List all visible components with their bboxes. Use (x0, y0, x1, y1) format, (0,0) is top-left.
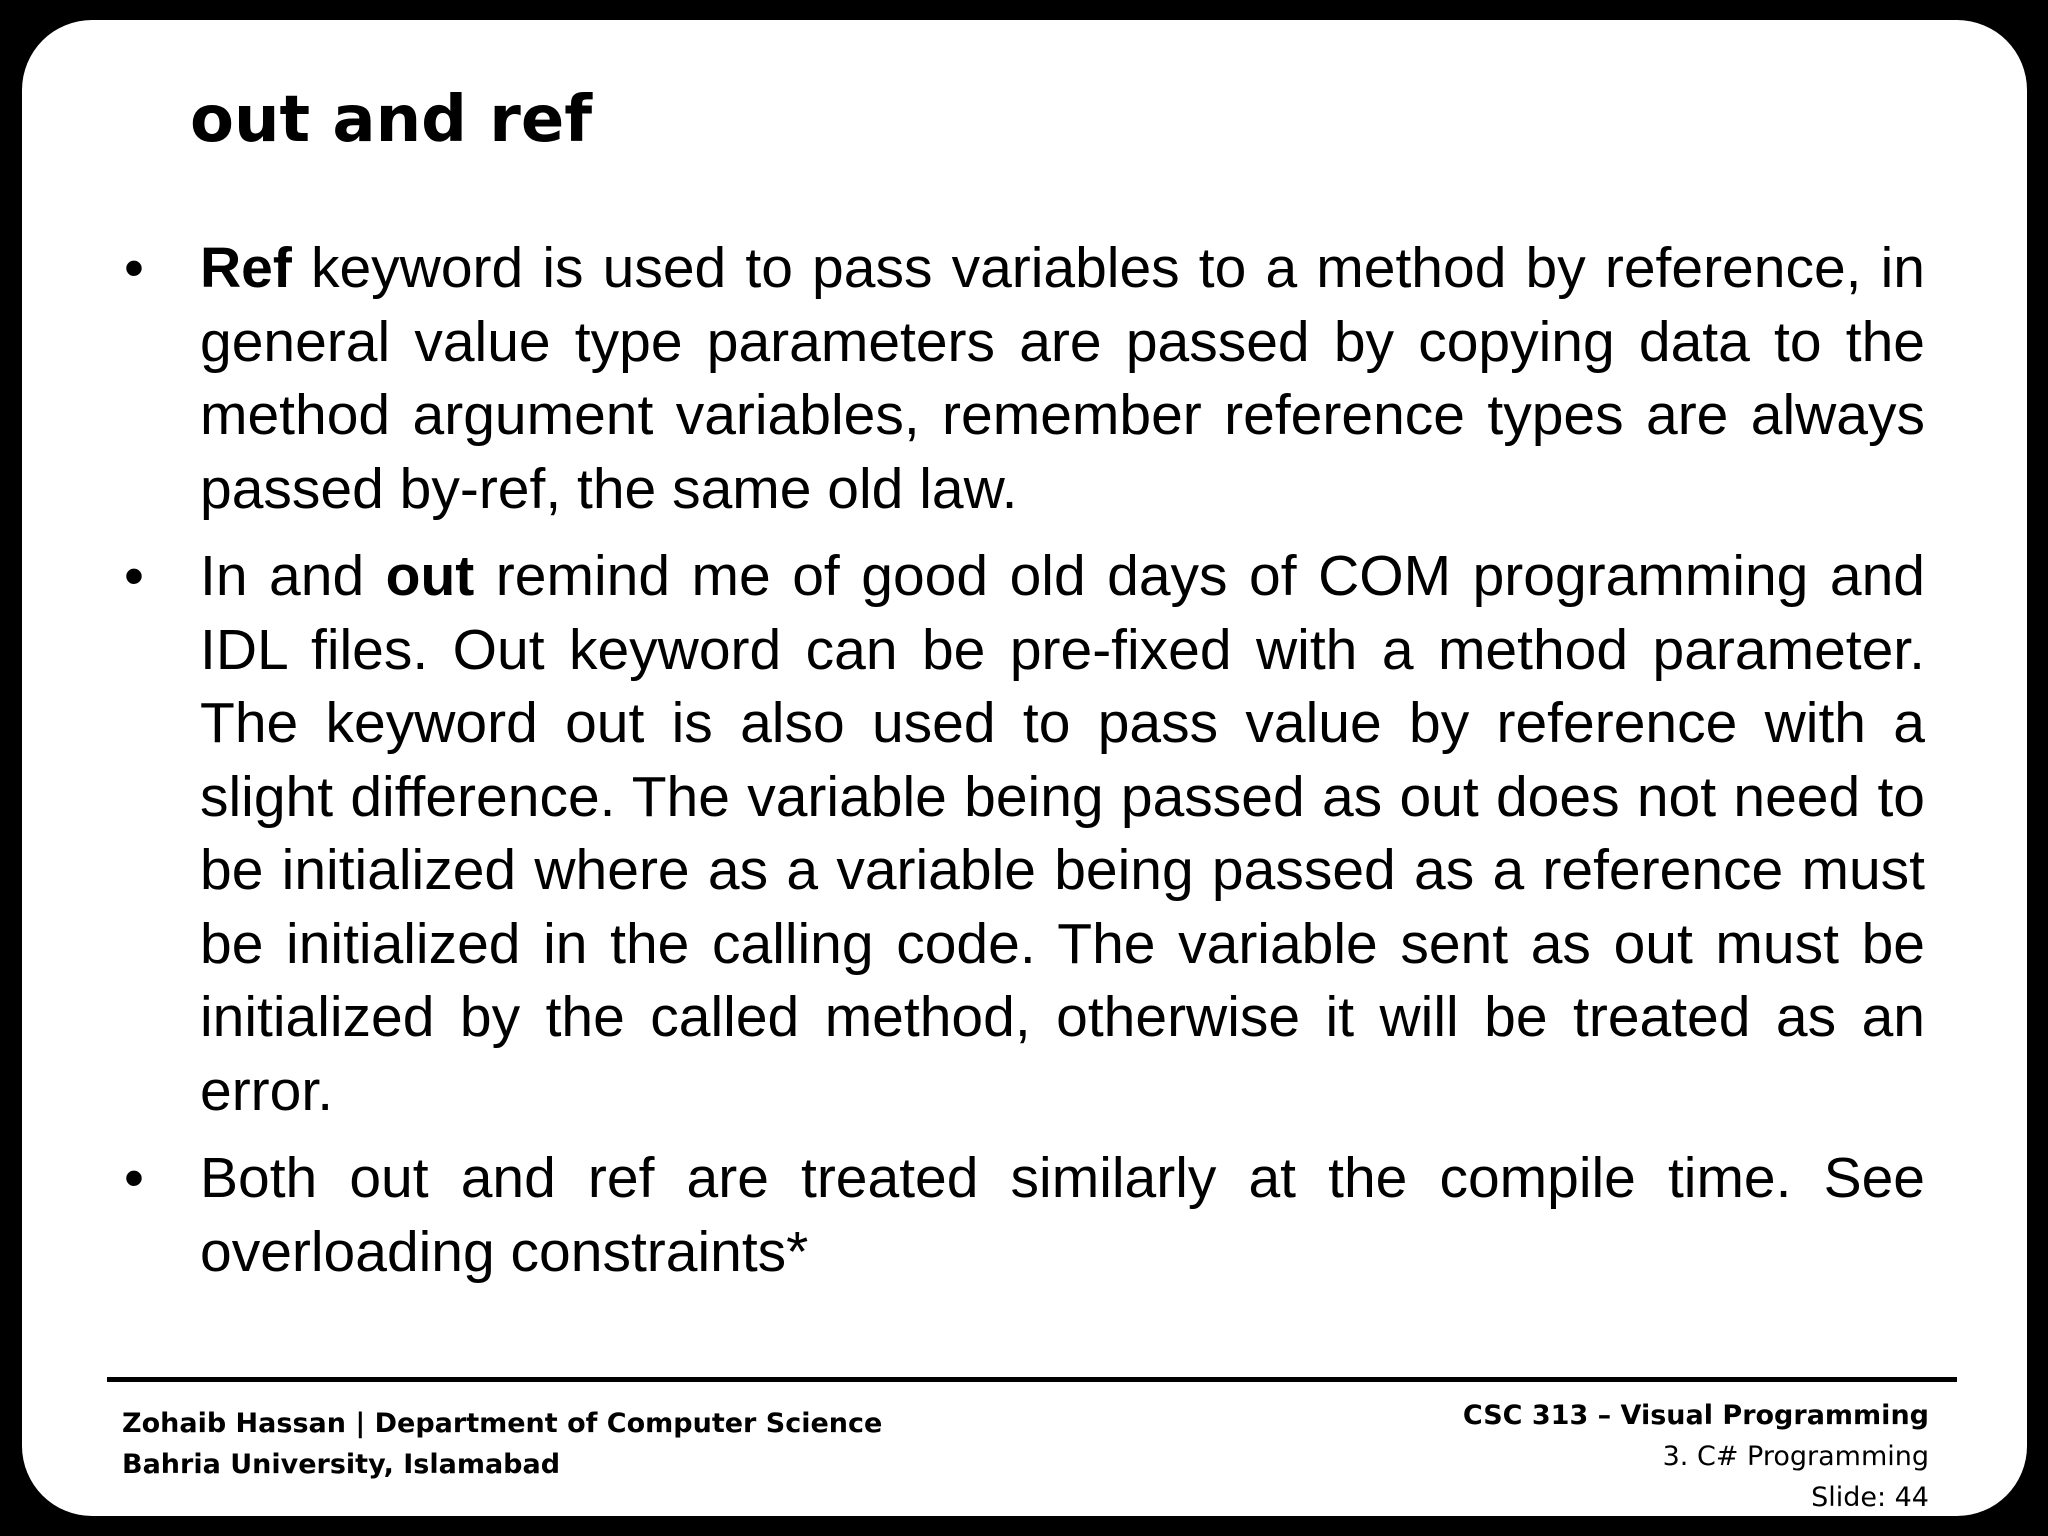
footer-divider (107, 1377, 1957, 1382)
bullet-item (124, 1142, 1925, 1289)
footer-course-title: CSC 313 – Visual Programming (1462, 1400, 1929, 1431)
footer-course-block (1463, 1395, 1929, 1516)
bullet-lead-text: In and (200, 544, 386, 608)
bullet-text: keyword is used to pass variables to a method by reference, in general value type parameters are passed by copying data to the method argument variables, remember reference types are always passed by-ref, the same old law. (200, 236, 1925, 521)
bullet-dot-icon: • (124, 236, 144, 300)
bullet-dot-icon: • (124, 544, 144, 608)
footer-chapter: 3. C# Programming (1662, 1441, 1929, 1472)
footer-author-block (122, 1403, 882, 1485)
slide (22, 20, 2027, 1516)
bullet-dot-icon: • (124, 1146, 144, 1210)
footer-author-line: Zohaib Hassan | Department of Computer Science (122, 1408, 883, 1439)
slide-title: out and ref (190, 83, 593, 157)
bullet-item (124, 540, 1925, 1128)
bullet-keyword: out (385, 544, 475, 608)
footer-university: Bahria University, Islamabad (122, 1449, 561, 1480)
bullet-text: Both out and ref are treated similarly at the compile time. See overloading constraints* (200, 1146, 1925, 1284)
bullet-item (124, 232, 1925, 526)
footer-slide-number: Slide: 44 (1811, 1482, 1929, 1513)
bullet-list (124, 232, 1925, 1303)
bullet-text: remind me of good old days of COM programming and IDL files. Out keyword can be pre-fixed with a method parameter. The keyword out is also used to pass value by reference with a slight difference. The variable being passed as out does not need to be initialized where as a variable being passed as a reference must be initialized in the calling code. The variable sent as out must be initialized by the called method, otherwise it will be treated as an error. (200, 544, 1925, 1123)
bullet-keyword: Ref (200, 236, 292, 300)
